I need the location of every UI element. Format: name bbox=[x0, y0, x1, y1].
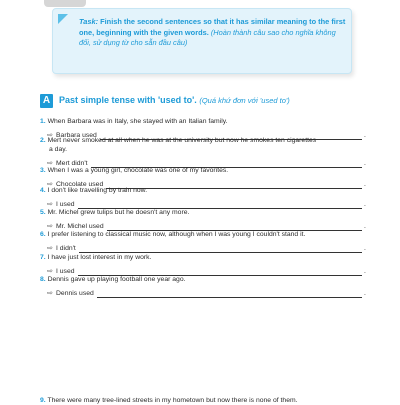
task-instructions bbox=[79, 17, 347, 49]
exercise-item bbox=[40, 208, 370, 231]
right-arrow-icon: ⇨ bbox=[47, 290, 53, 297]
answer-starter: Mr. Michel used bbox=[56, 223, 104, 230]
question bbox=[40, 230, 370, 239]
question-number: 7. bbox=[40, 254, 46, 261]
question-number: 6. bbox=[40, 231, 46, 238]
question-number: 8. bbox=[40, 276, 46, 283]
question-text: Mert never smoked at all when he was at the university but now he smokes ten cigarettes bbox=[47, 137, 317, 144]
answer-end: . bbox=[364, 245, 366, 252]
question-number: 4. bbox=[40, 187, 46, 194]
question-text: Dennis gave up playing football one year ago. bbox=[47, 276, 186, 283]
right-arrow-icon: ⇨ bbox=[47, 181, 53, 188]
task-label: Task: bbox=[79, 17, 99, 26]
right-arrow-icon: ⇨ bbox=[47, 201, 53, 208]
section-title bbox=[59, 95, 290, 105]
question-number: 9. bbox=[40, 397, 46, 404]
answer-end: . bbox=[364, 181, 366, 188]
section-header bbox=[40, 94, 370, 108]
question bbox=[40, 253, 370, 262]
answer-row bbox=[47, 244, 370, 253]
right-arrow-icon: ⇨ bbox=[47, 245, 53, 252]
exercise-item bbox=[40, 253, 370, 276]
answer-end: . bbox=[364, 201, 366, 208]
exercise-item bbox=[40, 136, 370, 168]
question-number: 2. bbox=[40, 137, 46, 144]
answer-starter: I used bbox=[56, 268, 75, 275]
exercise-item bbox=[40, 275, 370, 298]
header-tab-decoration bbox=[44, 0, 86, 7]
answer-blank[interactable] bbox=[97, 292, 362, 298]
right-arrow-icon: ⇨ bbox=[47, 223, 53, 230]
answer-starter: Mert didn't bbox=[56, 160, 88, 167]
question bbox=[40, 275, 370, 284]
question-text: I don't like travelling by train now. bbox=[47, 187, 148, 194]
section-title-text: Past simple tense with 'used to'. bbox=[59, 95, 197, 105]
exercise-item bbox=[40, 230, 370, 253]
section-badge: A bbox=[40, 94, 53, 108]
answer-end: . bbox=[364, 132, 366, 139]
question-text: I prefer listening to classical music now, although when I was young I couldn't stand it. bbox=[47, 231, 306, 238]
question-text: Mr. Michel grew tulips but he doesn't any more. bbox=[47, 209, 190, 216]
question-number: 1. bbox=[40, 118, 46, 125]
answer-end: . bbox=[364, 290, 366, 297]
answer-starter: Dennis used bbox=[56, 290, 94, 297]
right-arrow-icon: ⇨ bbox=[47, 132, 53, 139]
answer-row bbox=[47, 289, 370, 298]
right-arrow-icon: ⇨ bbox=[47, 160, 53, 167]
exercise-item bbox=[40, 396, 370, 405]
question bbox=[40, 136, 370, 145]
task-translation: (Hoàn thành câu sao cho nghĩa không đổi, sử dụng từ cho sẵn đầu câu) bbox=[79, 27, 336, 47]
question-text: When Barbara was in Italy, she stayed with an Italian family. bbox=[47, 118, 228, 125]
question-continuation: a day. bbox=[49, 146, 68, 153]
question bbox=[40, 186, 370, 195]
question-text: There were many tree-lined streets in my hometown but now there is none of them. bbox=[47, 397, 298, 404]
answer-end: . bbox=[364, 160, 366, 167]
answer-starter: I didn't bbox=[56, 245, 76, 252]
question bbox=[40, 208, 370, 217]
question-text: I have just lost interest in my work. bbox=[47, 254, 152, 261]
question-number: 5. bbox=[40, 209, 46, 216]
right-arrow-icon: ⇨ bbox=[47, 268, 53, 275]
question-text: When I was a young girl, chocolate was one of my favorites. bbox=[47, 167, 229, 174]
question bbox=[40, 396, 370, 405]
answer-end: . bbox=[364, 268, 366, 275]
answer-starter: Chocolate used bbox=[56, 181, 104, 188]
question-number: 3. bbox=[40, 167, 46, 174]
answer-starter: I used bbox=[56, 201, 75, 208]
section-subtitle: (Quá khứ đơn với 'used to') bbox=[199, 96, 290, 105]
answer-starter: Barbara used bbox=[56, 132, 97, 139]
task-text: Finish the second sentences so that it has similar meaning to the first one, beginning with the given words. bbox=[79, 17, 346, 37]
question bbox=[40, 166, 370, 175]
answer-end: . bbox=[364, 223, 366, 230]
question bbox=[40, 117, 370, 126]
corner-fold-icon bbox=[58, 14, 68, 24]
exercise-item bbox=[40, 186, 370, 209]
